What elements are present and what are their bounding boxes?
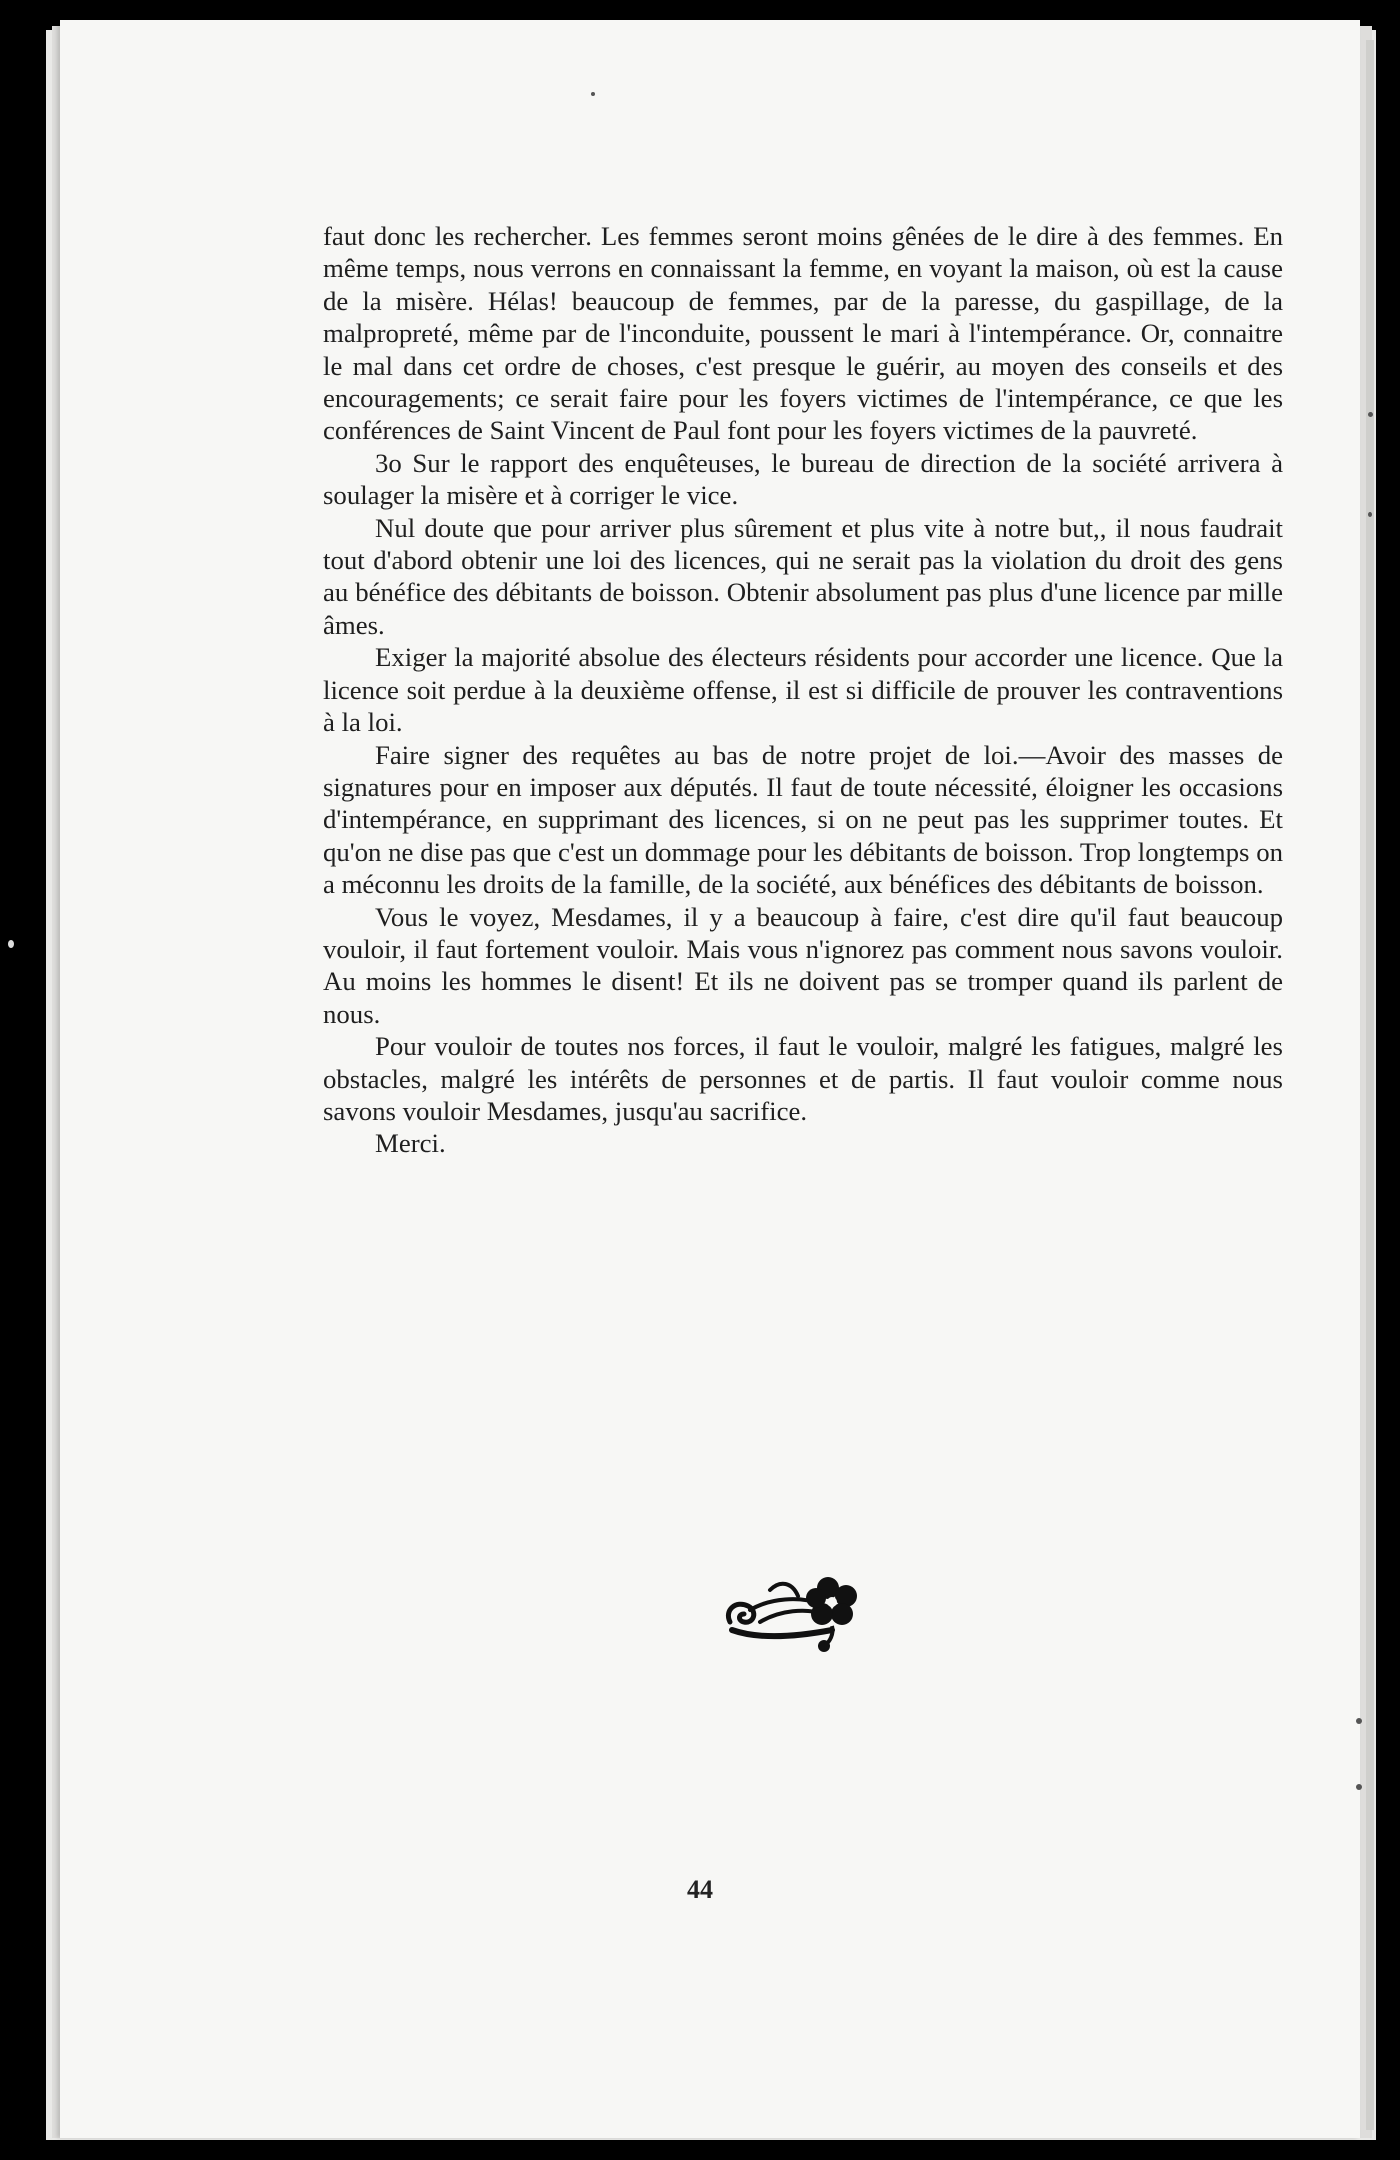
paragraph-4: Exiger la majorité absolue des électeurs résidents pour accorder une licence. Que la licence soit perdue à la deuxième offense, il est si difficile de prouver les contraventions à la loi. xyxy=(323,642,1283,738)
scan-speck xyxy=(1368,512,1372,517)
paragraph-7: Pour vouloir de toutes nos forces, il faut le vouloir, malgré les fatigues, malgré les obstacles, malgré les intérêts de personnes et de partis. Il faut vouloir comme nous savons vouloir Mesdames, jusqu'au sacrifice. xyxy=(323,1031,1283,1126)
page-number: 44 xyxy=(687,1875,713,1904)
scan-speck xyxy=(1356,1784,1362,1790)
paragraph-1: faut donc les rechercher. Les femmes seront moins gênées de le dire à des femmes. En même temps, nous verrons en connaissant la femme, en voyant la maison, où est la cause de la misère. Hélas! beaucoup de femmes, par de la paresse, du gaspillage, de la malpropreté, même par de l'inconduite, poussent le mari à l'intempérance. Or, connaitre le mal dans cet ordre de choses, c'est presque le guérir, au moyen des conseils et des encouragements; ce serait faire pour les foyers victimes de l'intempérance, ce que les conférences de Saint Vincent de Paul font pour les foyers victimes de la pauvreté. xyxy=(323,221,1283,446)
paragraph-5: Faire signer des requêtes au bas de notre projet de loi.—Avoir des masses de signatures pour en imposer aux députés. Il faut de toute nécessité, éloigner les occasions d'intempérance, en supprimant des licences, si on ne peut pas les supprimer toutes. Et qu'on ne dise pas que c'est un dommage pour les débitants de boisson. Trop longtemps on a méconnu les droits de la famille, de la société, aux bénéfices des débitants de boisson. xyxy=(323,739,1283,900)
body-text xyxy=(323,220,1283,1160)
page-right-edge xyxy=(1366,40,1374,2130)
scan-speck xyxy=(1356,1718,1362,1724)
scan-speck xyxy=(1368,412,1373,417)
paragraph-8: Merci. xyxy=(375,1128,446,1159)
floral-vignette-icon xyxy=(720,1570,870,1655)
scan-speck xyxy=(591,92,595,96)
paragraph-2: 3o Sur le rapport des enquêteuses, le bureau de direction de la société arrivera à soulager la misère et à corriger le vice. xyxy=(323,447,1283,511)
paragraph-3: Nul doute que pour arriver plus sûrement et plus vite à notre but,, il nous faudrait tout d'abord obtenir une loi des licences, qui ne serait pas la violation du droit des gens au bénéfice des débitants de boisson. Obtenir absolument pas plus d'une licence par mille âmes. xyxy=(323,512,1283,640)
paragraph-6: Vous le voyez, Mesdames, il y a beaucoup à faire, c'est dire qu'il faut beaucoup vouloir, il faut fortement vouloir. Mais vous n'ignorez pas comment nous savons vouloir. Au moins les hommes le disent! Et ils ne doivent pas se tromper quand ils parlent de nous. xyxy=(323,901,1283,1029)
scan-speck xyxy=(8,940,14,948)
